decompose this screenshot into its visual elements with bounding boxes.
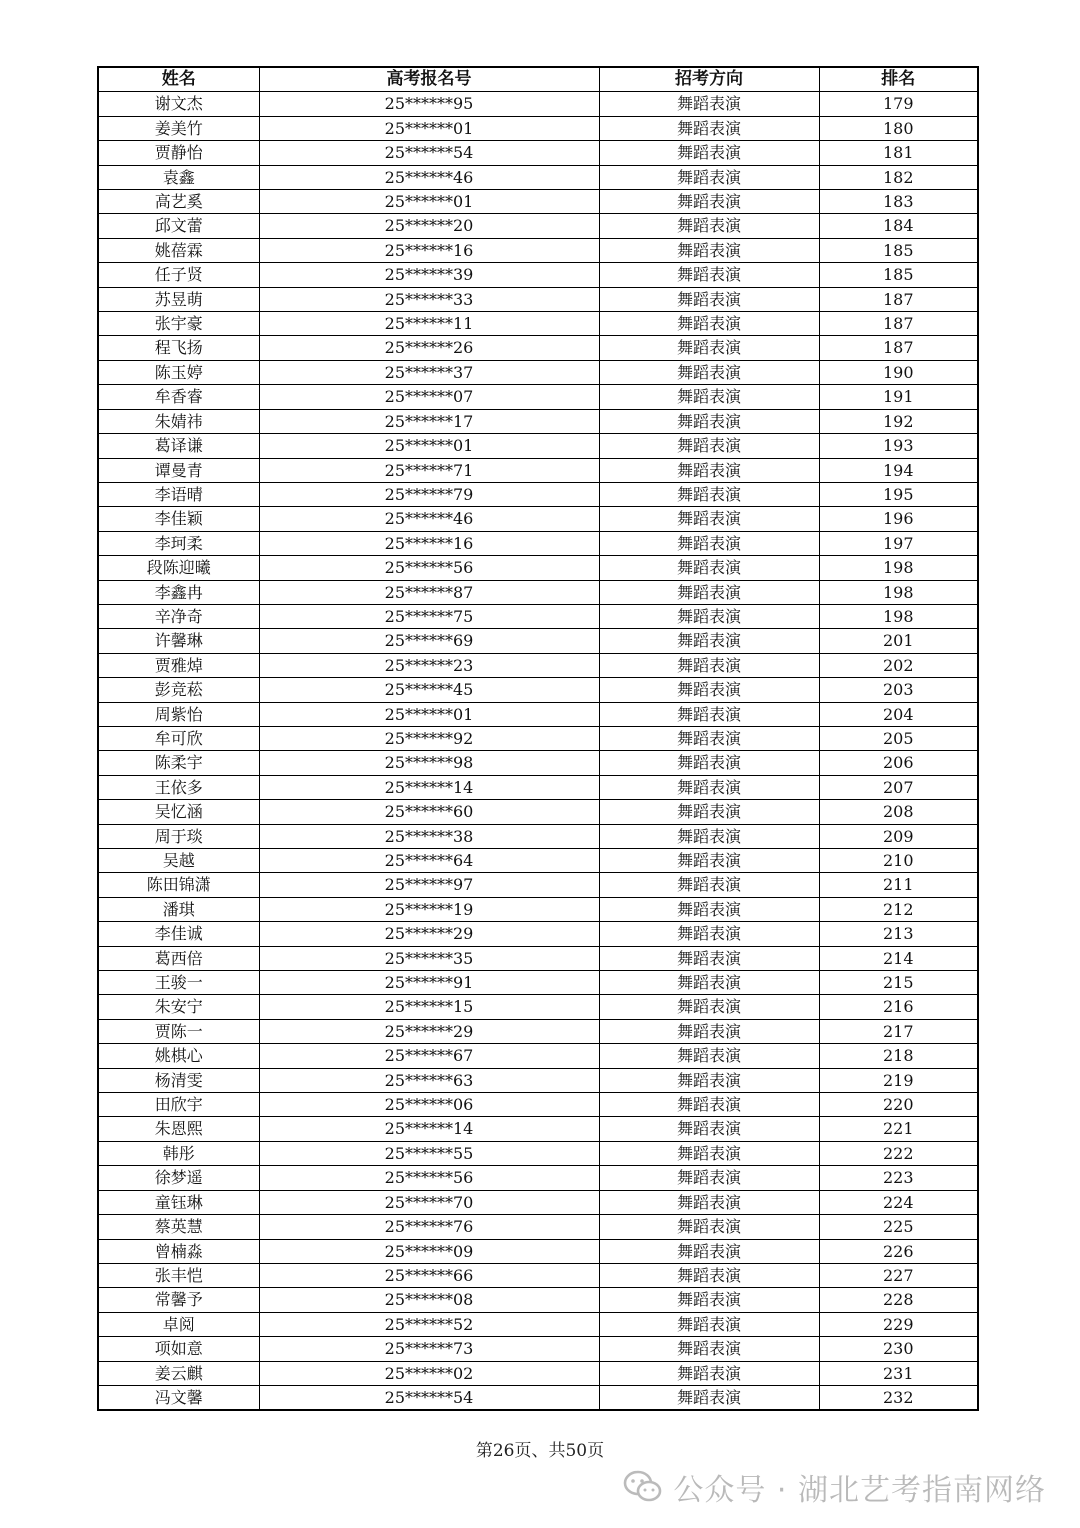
header-name: 姓名 (98, 67, 259, 92)
cell-name: 杨清雯 (98, 1068, 259, 1092)
cell-rank: 202 (819, 653, 978, 677)
cell-rank: 190 (819, 360, 978, 384)
table-row (98, 1190, 978, 1214)
table-row (98, 165, 978, 189)
table-row (98, 116, 978, 140)
cell-rank: 222 (819, 1141, 978, 1165)
cell-exam-id: 25******01 (259, 434, 599, 458)
cell-rank: 191 (819, 385, 978, 409)
table-row (98, 507, 978, 531)
cell-direction: 舞蹈表演 (599, 1337, 819, 1361)
table-row (98, 1337, 978, 1361)
cell-name: 张宇豪 (98, 312, 259, 336)
table-row (98, 824, 978, 848)
cell-exam-id: 25******75 (259, 604, 599, 628)
cell-direction: 舞蹈表演 (599, 1361, 819, 1385)
cell-exam-id: 25******01 (259, 702, 599, 726)
cell-rank: 204 (819, 702, 978, 726)
cell-direction: 舞蹈表演 (599, 385, 819, 409)
table-row (98, 1312, 978, 1336)
cell-rank: 187 (819, 287, 978, 311)
cell-exam-id: 25******54 (259, 141, 599, 165)
cell-rank: 228 (819, 1288, 978, 1312)
cell-exam-id: 25******01 (259, 190, 599, 214)
cell-name: 陈田锦潇 (98, 873, 259, 897)
cell-exam-id: 25******97 (259, 873, 599, 897)
cell-rank: 181 (819, 141, 978, 165)
cell-name: 冯文馨 (98, 1385, 259, 1410)
cell-name: 葛西倍 (98, 946, 259, 970)
cell-name: 童钰琳 (98, 1190, 259, 1214)
cell-name: 王骏一 (98, 971, 259, 995)
cell-exam-id: 25******95 (259, 92, 599, 116)
cell-name: 苏昱萌 (98, 287, 259, 311)
table-row (98, 897, 978, 921)
cell-name: 常馨予 (98, 1288, 259, 1312)
cell-name: 姜云麒 (98, 1361, 259, 1385)
cell-direction: 舞蹈表演 (599, 1093, 819, 1117)
cell-name: 韩彤 (98, 1141, 259, 1165)
cell-direction: 舞蹈表演 (599, 1239, 819, 1263)
table-row (98, 214, 978, 238)
cell-name: 段陈迎曦 (98, 556, 259, 580)
cell-exam-id: 25******33 (259, 287, 599, 311)
cell-exam-id: 25******63 (259, 1068, 599, 1092)
cell-rank: 201 (819, 629, 978, 653)
cell-direction: 舞蹈表演 (599, 507, 819, 531)
cell-name: 程飞扬 (98, 336, 259, 360)
cell-rank: 212 (819, 897, 978, 921)
cell-direction: 舞蹈表演 (599, 409, 819, 433)
cell-rank: 216 (819, 995, 978, 1019)
cell-exam-id: 25******71 (259, 458, 599, 482)
table-row (98, 312, 978, 336)
cell-name: 彭竞菘 (98, 678, 259, 702)
cell-direction: 舞蹈表演 (599, 556, 819, 580)
cell-rank: 182 (819, 165, 978, 189)
cell-name: 李鑫冉 (98, 580, 259, 604)
cell-rank: 198 (819, 604, 978, 628)
cell-direction: 舞蹈表演 (599, 1263, 819, 1287)
cell-name: 吴忆涵 (98, 800, 259, 824)
cell-rank: 217 (819, 1019, 978, 1043)
cell-direction: 舞蹈表演 (599, 482, 819, 506)
cell-name: 许馨琳 (98, 629, 259, 653)
cell-name: 李语晴 (98, 482, 259, 506)
cell-rank: 223 (819, 1166, 978, 1190)
cell-exam-id: 25******91 (259, 971, 599, 995)
cell-rank: 214 (819, 946, 978, 970)
cell-exam-id: 25******76 (259, 1215, 599, 1239)
cell-name: 吴越 (98, 849, 259, 873)
cell-direction: 舞蹈表演 (599, 1166, 819, 1190)
cell-exam-id: 25******19 (259, 897, 599, 921)
cell-name: 牟可欣 (98, 726, 259, 750)
cell-rank: 187 (819, 336, 978, 360)
cell-rank: 183 (819, 190, 978, 214)
cell-name: 徐梦遥 (98, 1166, 259, 1190)
cell-direction: 舞蹈表演 (599, 141, 819, 165)
cell-exam-id: 25******38 (259, 824, 599, 848)
cell-direction: 舞蹈表演 (599, 1215, 819, 1239)
table-row (98, 678, 978, 702)
cell-rank: 209 (819, 824, 978, 848)
cell-exam-id: 25******73 (259, 1337, 599, 1361)
cell-exam-id: 25******23 (259, 653, 599, 677)
cell-exam-id: 25******06 (259, 1093, 599, 1117)
cell-direction: 舞蹈表演 (599, 873, 819, 897)
cell-name: 周于琰 (98, 824, 259, 848)
cell-name: 辛净奇 (98, 604, 259, 628)
table-row (98, 92, 978, 116)
cell-direction: 舞蹈表演 (599, 800, 819, 824)
wechat-icon (623, 1470, 663, 1504)
table-row (98, 458, 978, 482)
table-row (98, 360, 978, 384)
cell-rank: 231 (819, 1361, 978, 1385)
cell-rank: 198 (819, 580, 978, 604)
cell-name: 袁鑫 (98, 165, 259, 189)
cell-rank: 218 (819, 1044, 978, 1068)
cell-name: 姚蓓霖 (98, 238, 259, 262)
cell-name: 朱安宁 (98, 995, 259, 1019)
cell-exam-id: 25******64 (259, 849, 599, 873)
cell-name: 李佳诚 (98, 922, 259, 946)
cell-direction: 舞蹈表演 (599, 775, 819, 799)
cell-exam-id: 25******09 (259, 1239, 599, 1263)
cell-exam-id: 25******16 (259, 238, 599, 262)
cell-name: 李佳颖 (98, 507, 259, 531)
cell-name: 张丰恺 (98, 1263, 259, 1287)
table-row (98, 702, 978, 726)
table-row (98, 1141, 978, 1165)
cell-rank: 184 (819, 214, 978, 238)
cell-rank: 219 (819, 1068, 978, 1092)
cell-rank: 187 (819, 312, 978, 336)
cell-exam-id: 25******54 (259, 1385, 599, 1410)
cell-direction: 舞蹈表演 (599, 116, 819, 140)
cell-direction: 舞蹈表演 (599, 1385, 819, 1410)
page-number: 第26页、共50页 (475, 1441, 605, 1461)
cell-direction: 舞蹈表演 (599, 312, 819, 336)
cell-direction: 舞蹈表演 (599, 238, 819, 262)
cell-rank: 215 (819, 971, 978, 995)
cell-exam-id: 25******46 (259, 165, 599, 189)
cell-exam-id: 25******87 (259, 580, 599, 604)
table-row (98, 946, 978, 970)
table-row (98, 1019, 978, 1043)
cell-name: 邱文蕾 (98, 214, 259, 238)
table-row (98, 1215, 978, 1239)
cell-rank: 193 (819, 434, 978, 458)
cell-exam-id: 25******79 (259, 482, 599, 506)
table-row (98, 263, 978, 287)
watermark-text: 公众号 · 湖北艺考指南网络 (673, 1473, 1046, 1508)
table-row (98, 238, 978, 262)
cell-name: 朱恩熙 (98, 1117, 259, 1141)
table-row (98, 1288, 978, 1312)
table-row (98, 922, 978, 946)
cell-name: 朱婧祎 (98, 409, 259, 433)
cell-exam-id: 25******17 (259, 409, 599, 433)
table-row (98, 629, 978, 653)
cell-rank: 179 (819, 92, 978, 116)
cell-direction: 舞蹈表演 (599, 726, 819, 750)
cell-exam-id: 25******92 (259, 726, 599, 750)
cell-direction: 舞蹈表演 (599, 1044, 819, 1068)
cell-rank: 194 (819, 458, 978, 482)
cell-direction: 舞蹈表演 (599, 751, 819, 775)
cell-rank: 192 (819, 409, 978, 433)
table-row (98, 604, 978, 628)
cell-exam-id: 25******56 (259, 1166, 599, 1190)
cell-exam-id: 25******69 (259, 629, 599, 653)
table-row (98, 482, 978, 506)
cell-rank: 210 (819, 849, 978, 873)
cell-exam-id: 25******66 (259, 1263, 599, 1287)
cell-direction: 舞蹈表演 (599, 653, 819, 677)
cell-exam-id: 25******60 (259, 800, 599, 824)
table-row (98, 141, 978, 165)
watermark (623, 1465, 1046, 1509)
cell-exam-id: 25******56 (259, 556, 599, 580)
cell-exam-id: 25******26 (259, 336, 599, 360)
cell-rank: 230 (819, 1337, 978, 1361)
cell-exam-id: 25******98 (259, 751, 599, 775)
cell-direction: 舞蹈表演 (599, 678, 819, 702)
cell-direction: 舞蹈表演 (599, 580, 819, 604)
cell-direction: 舞蹈表演 (599, 458, 819, 482)
table-header (98, 67, 978, 92)
cell-exam-id: 25******55 (259, 1141, 599, 1165)
table-row (98, 336, 978, 360)
cell-direction: 舞蹈表演 (599, 1288, 819, 1312)
cell-direction: 舞蹈表演 (599, 971, 819, 995)
table-row (98, 1044, 978, 1068)
cell-rank: 206 (819, 751, 978, 775)
header-rank: 排名 (819, 67, 978, 92)
table-row (98, 800, 978, 824)
cell-rank: 185 (819, 238, 978, 262)
table-row (98, 1166, 978, 1190)
cell-direction: 舞蹈表演 (599, 702, 819, 726)
cell-exam-id: 25******45 (259, 678, 599, 702)
cell-direction: 舞蹈表演 (599, 287, 819, 311)
cell-direction: 舞蹈表演 (599, 360, 819, 384)
cell-exam-id: 25******70 (259, 1190, 599, 1214)
cell-exam-id: 25******08 (259, 1288, 599, 1312)
cell-name: 谢文杰 (98, 92, 259, 116)
header-row (98, 67, 978, 92)
table-row (98, 287, 978, 311)
cell-exam-id: 25******29 (259, 922, 599, 946)
cell-name: 贾陈一 (98, 1019, 259, 1043)
cell-name: 谭曼青 (98, 458, 259, 482)
cell-name: 贾雅焯 (98, 653, 259, 677)
cell-name: 周紫怡 (98, 702, 259, 726)
ranking-table (97, 66, 979, 1411)
cell-direction: 舞蹈表演 (599, 190, 819, 214)
cell-direction: 舞蹈表演 (599, 1019, 819, 1043)
table-row (98, 751, 978, 775)
cell-rank: 207 (819, 775, 978, 799)
cell-rank: 229 (819, 1312, 978, 1336)
cell-name: 姚棋心 (98, 1044, 259, 1068)
cell-rank: 213 (819, 922, 978, 946)
cell-rank: 226 (819, 1239, 978, 1263)
header-direction: 招考方向 (599, 67, 819, 92)
table-row (98, 1361, 978, 1385)
cell-rank: 198 (819, 556, 978, 580)
cell-exam-id: 25******14 (259, 1117, 599, 1141)
cell-rank: 208 (819, 800, 978, 824)
cell-direction: 舞蹈表演 (599, 946, 819, 970)
table-row (98, 1385, 978, 1410)
header-exam-id: 高考报名号 (259, 67, 599, 92)
table-row (98, 385, 978, 409)
cell-name: 陈柔宇 (98, 751, 259, 775)
cell-name: 贾静怡 (98, 141, 259, 165)
table-row (98, 1117, 978, 1141)
cell-direction: 舞蹈表演 (599, 263, 819, 287)
table-row (98, 873, 978, 897)
cell-rank: 224 (819, 1190, 978, 1214)
cell-direction: 舞蹈表演 (599, 214, 819, 238)
cell-exam-id: 25******07 (259, 385, 599, 409)
cell-name: 田欣宇 (98, 1093, 259, 1117)
table-row (98, 995, 978, 1019)
table-row (98, 971, 978, 995)
table-row (98, 1239, 978, 1263)
cell-name: 卓阅 (98, 1312, 259, 1336)
cell-direction: 舞蹈表演 (599, 336, 819, 360)
cell-name: 潘琪 (98, 897, 259, 921)
cell-name: 葛译谦 (98, 434, 259, 458)
cell-rank: 203 (819, 678, 978, 702)
cell-direction: 舞蹈表演 (599, 1068, 819, 1092)
table-row (98, 726, 978, 750)
table-row (98, 1093, 978, 1117)
cell-exam-id: 25******35 (259, 946, 599, 970)
cell-direction: 舞蹈表演 (599, 92, 819, 116)
cell-name: 蔡英慧 (98, 1215, 259, 1239)
cell-exam-id: 25******37 (259, 360, 599, 384)
cell-rank: 185 (819, 263, 978, 287)
cell-rank: 197 (819, 531, 978, 555)
table-row (98, 580, 978, 604)
table-row (98, 775, 978, 799)
cell-name: 高艺奚 (98, 190, 259, 214)
table-row (98, 653, 978, 677)
cell-direction: 舞蹈表演 (599, 629, 819, 653)
cell-direction: 舞蹈表演 (599, 897, 819, 921)
cell-rank: 225 (819, 1215, 978, 1239)
table-row (98, 409, 978, 433)
cell-rank: 180 (819, 116, 978, 140)
cell-exam-id: 25******02 (259, 1361, 599, 1385)
cell-exam-id: 25******01 (259, 116, 599, 140)
cell-direction: 舞蹈表演 (599, 1117, 819, 1141)
cell-rank: 196 (819, 507, 978, 531)
cell-direction: 舞蹈表演 (599, 604, 819, 628)
cell-name: 姜美竹 (98, 116, 259, 140)
table-row (98, 190, 978, 214)
cell-exam-id: 25******20 (259, 214, 599, 238)
cell-name: 王依多 (98, 775, 259, 799)
cell-direction: 舞蹈表演 (599, 531, 819, 555)
cell-direction: 舞蹈表演 (599, 165, 819, 189)
cell-exam-id: 25******11 (259, 312, 599, 336)
table-row (98, 531, 978, 555)
cell-direction: 舞蹈表演 (599, 922, 819, 946)
cell-direction: 舞蹈表演 (599, 434, 819, 458)
cell-exam-id: 25******52 (259, 1312, 599, 1336)
cell-direction: 舞蹈表演 (599, 824, 819, 848)
cell-name: 曾楠淼 (98, 1239, 259, 1263)
cell-exam-id: 25******15 (259, 995, 599, 1019)
cell-rank: 205 (819, 726, 978, 750)
table-row (98, 556, 978, 580)
cell-exam-id: 25******67 (259, 1044, 599, 1068)
cell-rank: 220 (819, 1093, 978, 1117)
cell-name: 牟香睿 (98, 385, 259, 409)
cell-exam-id: 25******14 (259, 775, 599, 799)
cell-rank: 232 (819, 1385, 978, 1410)
cell-rank: 211 (819, 873, 978, 897)
cell-direction: 舞蹈表演 (599, 849, 819, 873)
cell-rank: 221 (819, 1117, 978, 1141)
cell-exam-id: 25******46 (259, 507, 599, 531)
cell-name: 项如意 (98, 1337, 259, 1361)
cell-rank: 195 (819, 482, 978, 506)
table-body (98, 92, 978, 1410)
table-row (98, 434, 978, 458)
cell-direction: 舞蹈表演 (599, 995, 819, 1019)
cell-direction: 舞蹈表演 (599, 1190, 819, 1214)
table-row (98, 1068, 978, 1092)
table-row (98, 1263, 978, 1287)
cell-direction: 舞蹈表演 (599, 1312, 819, 1336)
cell-name: 陈玉婷 (98, 360, 259, 384)
cell-name: 任子贤 (98, 263, 259, 287)
cell-direction: 舞蹈表演 (599, 1141, 819, 1165)
cell-exam-id: 25******39 (259, 263, 599, 287)
cell-exam-id: 25******29 (259, 1019, 599, 1043)
cell-name: 李珂柔 (98, 531, 259, 555)
table-row (98, 849, 978, 873)
cell-exam-id: 25******16 (259, 531, 599, 555)
cell-rank: 227 (819, 1263, 978, 1287)
